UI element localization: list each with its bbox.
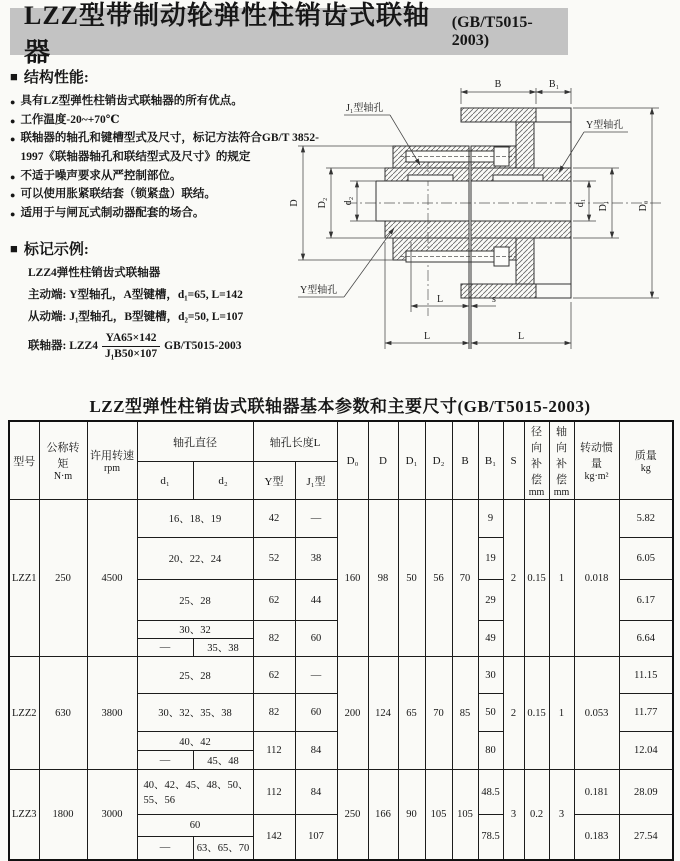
cell-inertia: 0.053	[574, 657, 619, 770]
cell-bore: 40、42、45、48、50、55、56	[137, 770, 253, 815]
cell-D: 124	[368, 657, 398, 770]
right-hub-bottom	[471, 221, 571, 238]
cell-B: 70	[452, 500, 478, 657]
parameters-table	[8, 420, 674, 861]
cell-y: 82	[253, 694, 295, 732]
cell-speed: 4500	[87, 500, 137, 657]
cell-B1: 9	[478, 500, 503, 538]
cell-B1: 19	[478, 538, 503, 580]
cell-inertia: 0.183	[574, 815, 619, 860]
cell-model: LZZ2	[9, 657, 39, 770]
designation-fraction: $\frac{YA65\times 142}{\text{J₁B50×107}}$	[102, 332, 160, 363]
cell-j: 38	[295, 538, 337, 580]
col-header-j1-type: J₁型	[295, 462, 337, 500]
cell-inertia: 0.018	[574, 500, 619, 657]
cell-radial: 0.15	[524, 500, 549, 657]
cell-radial: 0.2	[524, 770, 549, 860]
coupling-drawing-svg	[288, 64, 680, 386]
cell-D1: 90	[398, 770, 425, 860]
marking-line: LZZ4弹性柱销齿式联轴器	[28, 267, 161, 279]
label-y-bore-bottom: Y型轴孔	[300, 285, 338, 296]
col-header-bore-length: 轴孔长度L	[253, 421, 337, 462]
cell-y: 112	[253, 770, 295, 815]
bullet-icon: ●	[10, 208, 16, 219]
title-banner	[10, 0, 568, 67]
cell-speed: 3800	[87, 657, 137, 770]
cell-y: 142	[253, 815, 295, 860]
brake-web-bottom	[516, 238, 534, 284]
cell-model: LZZ1	[9, 500, 39, 657]
cell-axial: 1	[549, 657, 574, 770]
cell-mass: 12.04	[619, 732, 673, 770]
dim-label-D0: D₀	[638, 200, 649, 212]
marking-line: 主动端: Y型轴孔，A型键槽，d₁=65, L=142	[28, 288, 243, 301]
cell-torque: 630	[39, 657, 87, 770]
cell-B1: 78.5	[478, 815, 503, 860]
coupling-section-drawing	[288, 64, 680, 386]
cell-B1: 50	[478, 694, 503, 732]
col-header-axial: 轴向 补偿 mm	[549, 421, 574, 500]
label-j1-bore: J₁型轴孔	[346, 103, 384, 114]
cell-j: 44	[295, 580, 337, 621]
col-header-D2: D₂	[425, 421, 452, 500]
cell-S: 3	[503, 770, 524, 860]
square-marker-icon: ■	[10, 69, 18, 84]
cell-y: 52	[253, 538, 295, 580]
cell-B: 85	[452, 657, 478, 770]
col-header-d2: d₂	[193, 462, 253, 500]
cell-B1: 80	[478, 732, 503, 770]
bullet-icon: ●	[10, 171, 16, 182]
cell-D1: 65	[398, 657, 425, 770]
standard-number: (GB/T5015-2003)	[451, 13, 533, 49]
cell-torque: 1800	[39, 770, 87, 860]
cell-radial: 0.15	[524, 657, 549, 770]
features-heading: ■ 结构性能:	[10, 69, 89, 86]
table-row	[9, 657, 673, 694]
brake-rim-bottom-step	[536, 284, 571, 298]
list-item: ● 不适于噪声要求从严控制部位。	[10, 167, 334, 186]
cell-B: 105	[452, 770, 478, 860]
dim-label-D2: D₂	[317, 197, 328, 209]
dim-label-d2: d₂	[343, 196, 354, 206]
dim-label-D: D	[289, 199, 300, 207]
cell-B1: 49	[478, 621, 503, 657]
col-header-D1: D₁	[398, 421, 425, 500]
table-title: LZZ型弹性柱销齿式联轴器基本参数和主要尺寸(GB/T5015-2003)	[89, 397, 591, 416]
cell-j: 60	[295, 621, 337, 657]
table-row	[9, 500, 673, 538]
cell-bore: 16、18、19	[137, 500, 253, 538]
cell-j: 84	[295, 770, 337, 815]
cell-D: 98	[368, 500, 398, 657]
brake-web-top	[516, 122, 534, 168]
col-header-D: D	[368, 421, 398, 500]
col-header-inertia: 转动惯量 kg·m²	[574, 421, 619, 500]
brake-rim-bottom-hatched	[461, 284, 536, 298]
list-item: ● 联轴器的轴孔和键槽型式及尺寸，标记方法符合GB/T 3852-1997《联轴器轴孔和联结型式及尺寸》的规定	[10, 129, 334, 166]
cell-bore: 30、32	[137, 621, 253, 639]
cell-mass: 11.77	[619, 694, 673, 732]
list-item: ● 可以使用胀紧联结套（锁紧盘）联结。	[10, 185, 334, 204]
col-header-S: S	[503, 421, 524, 500]
cell-B1: 29	[478, 580, 503, 621]
cell-bore: 20、22、24	[137, 538, 253, 580]
dim-label-D1: D₁	[598, 200, 609, 212]
cell-bore: 30、32、35、38	[137, 694, 253, 732]
cell-S: 2	[503, 657, 524, 770]
cell-speed: 3000	[87, 770, 137, 860]
table-row	[9, 770, 673, 815]
cell-S: 2	[503, 500, 524, 657]
cell-bore-d1: —	[137, 639, 193, 657]
dim-label-B1: B₁	[548, 79, 560, 90]
table-header-row	[9, 421, 673, 462]
cell-D0: 160	[337, 500, 368, 657]
cell-D0: 250	[337, 770, 368, 860]
list-item: ● 工作温度-20~+70℃	[10, 111, 334, 130]
col-header-d1: d₁	[137, 462, 193, 500]
cell-mass: 5.82	[619, 500, 673, 538]
list-item: ● 适用于与闸瓦式制动器配套的场合。	[10, 204, 334, 223]
dim-label-d1: d₁	[575, 198, 586, 208]
cell-inertia: 0.181	[574, 770, 619, 815]
cell-bore: 60	[137, 815, 253, 837]
cell-mass: 11.15	[619, 657, 673, 694]
list-item: ● 具有LZ型弹性柱销齿式联轴器的所有优点。	[10, 92, 334, 111]
left-hub-bottom	[385, 221, 469, 238]
cell-j: 84	[295, 732, 337, 770]
cell-y: 62	[253, 657, 295, 694]
label-y-bore-right: Y型轴孔	[586, 120, 624, 131]
marking-designation: 联轴器: LZZ4 $\frac{YA65\times 142}{\text{J₁B50×107}}$ GB/T5015-2003	[28, 331, 242, 361]
bullet-icon: ●	[10, 115, 16, 126]
cell-bore-d2: 45、48	[193, 751, 253, 770]
dim-label-B: B	[494, 79, 502, 90]
page-title: LZZ型带制动轮弹性柱销齿式联轴器	[24, 0, 431, 67]
cell-mass: 6.17	[619, 580, 673, 621]
cell-model: LZZ3	[9, 770, 39, 860]
cell-j: —	[295, 657, 337, 694]
cell-D2: 70	[425, 657, 452, 770]
cell-B1: 30	[478, 657, 503, 694]
col-header-torque: 公称转矩 N·m	[39, 421, 87, 500]
cell-torque: 250	[39, 500, 87, 657]
square-marker-icon: ■	[10, 241, 18, 256]
marking-heading: ■ 标记示例:	[10, 241, 89, 258]
cell-axial: 3	[549, 770, 574, 860]
cell-D2: 56	[425, 500, 452, 657]
cell-D0: 200	[337, 657, 368, 770]
section-marking-example	[10, 238, 334, 362]
cell-bore-d2: 35、38	[193, 639, 253, 657]
cell-bore-d1: —	[137, 751, 193, 770]
cell-bore: 40、42	[137, 732, 253, 751]
dim-label-L-right: L	[517, 331, 525, 342]
cell-bore: 25、28	[137, 657, 253, 694]
col-header-mass: 质量 kg	[619, 421, 673, 500]
cell-bore-d2: 63、65、70	[193, 837, 253, 860]
cell-y: 82	[253, 621, 295, 657]
marking-body	[10, 263, 334, 362]
left-keyway	[408, 175, 453, 181]
cell-D1: 50	[398, 500, 425, 657]
col-header-bore-diameter: 轴孔直径	[137, 421, 253, 462]
cell-bore: 25、28	[137, 580, 253, 621]
col-header-B: B	[452, 421, 478, 500]
cell-mass: 6.05	[619, 538, 673, 580]
cell-mass: 6.64	[619, 621, 673, 657]
cell-axial: 1	[549, 500, 574, 657]
cell-bore-d1: —	[137, 837, 193, 860]
col-header-y-type: Y型	[253, 462, 295, 500]
bullet-icon: ●	[10, 97, 16, 107]
cell-mass: 28.09	[619, 770, 673, 815]
bullet-icon: ●	[10, 190, 16, 201]
cell-B1: 48.5	[478, 770, 503, 815]
brake-rim-top-step	[536, 108, 571, 122]
dim-label-L-left: L	[423, 331, 431, 342]
section-structural-features	[10, 66, 334, 222]
cell-y: 112	[253, 732, 295, 770]
right-keyway	[493, 175, 543, 181]
cell-y: 62	[253, 580, 295, 621]
cell-D: 166	[368, 770, 398, 860]
cell-D2: 105	[425, 770, 452, 860]
bullet-icon: ●	[10, 134, 16, 145]
col-header-speed: 许用转速 rpm	[87, 421, 137, 500]
features-list	[10, 92, 334, 222]
dim-label-L-inner: L	[436, 294, 444, 305]
cell-mass: 27.54	[619, 815, 673, 860]
marking-line: 从动端: J₁型轴孔，B型键槽，d₂=50, L=107	[28, 310, 244, 323]
cell-j: —	[295, 500, 337, 538]
col-header-B1: B₁	[478, 421, 503, 500]
cell-y: 42	[253, 500, 295, 538]
cell-j: 60	[295, 694, 337, 732]
dim-label-s: s	[492, 294, 496, 305]
col-header-D0: D₀	[337, 421, 368, 500]
brake-rim-top-hatched	[461, 108, 536, 122]
cell-j: 107	[295, 815, 337, 860]
col-header-radial: 径向 补偿 mm	[524, 421, 549, 500]
col-header-model: 型号	[9, 421, 39, 500]
